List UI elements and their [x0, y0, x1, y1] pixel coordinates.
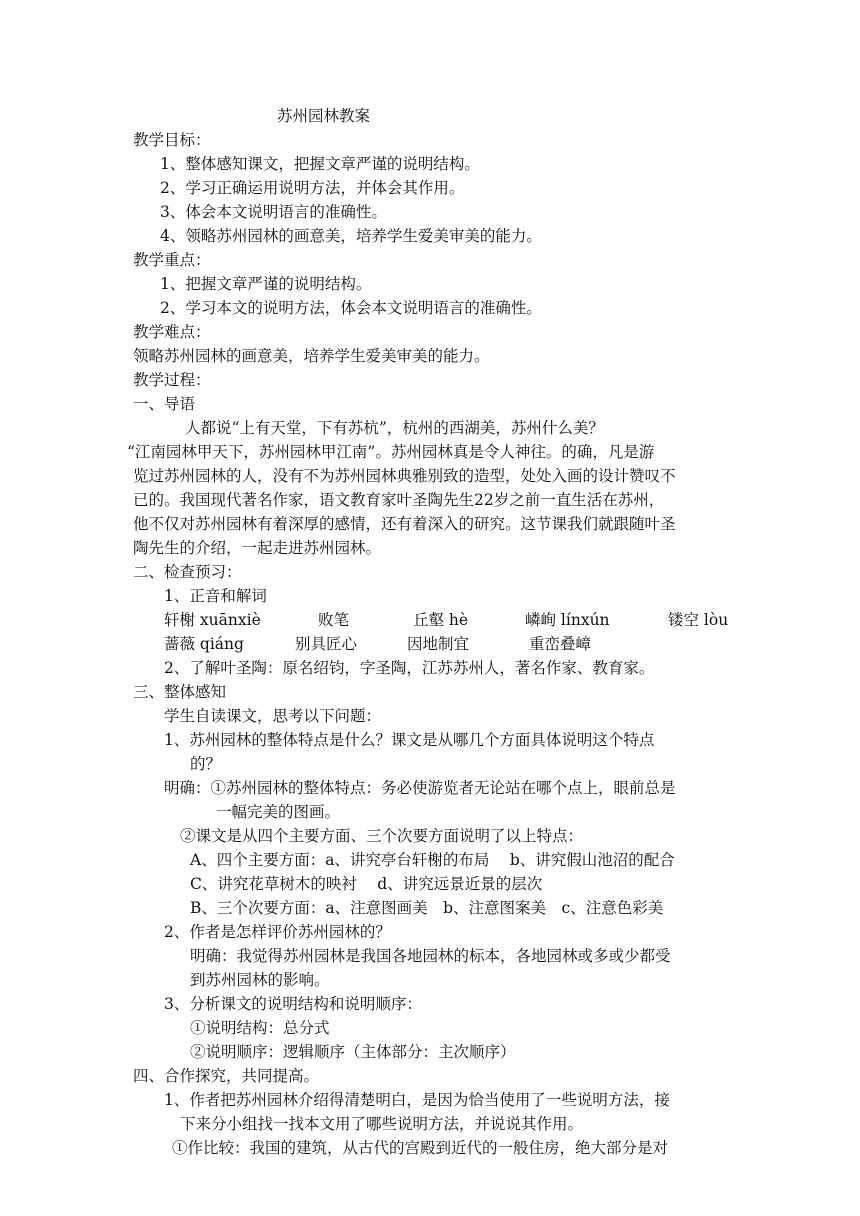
difficulty-text: 领略苏州园林的画意美，培养学生爱美审美的能力。 — [133, 347, 490, 365]
vocab-term: 轩榭 xuānxiè — [164, 611, 261, 629]
answer-text: 明确：①苏州园林的整体特点：务必使游览者无论站在哪个点上，眼前总是 — [164, 779, 676, 797]
answer-text: ②课文是从四个主要方面、三个次要方面说明了以上特点： — [180, 827, 584, 845]
vocab-term: 丘壑 hè — [413, 611, 469, 629]
intro-text: 已的。我国现代著名作家，语文教育家叶圣陶先生22岁之前一直生活在苏州， — [133, 491, 665, 509]
question-text: 3、分析课文的说明结构和说明顺序： — [164, 995, 422, 1013]
preview-sub-heading: 2、了解叶圣陶：原名绍钧，字圣陶，江苏苏州人，著名作家、教育家。 — [164, 659, 655, 677]
vocab-term: 嶙峋 línxún — [525, 611, 610, 629]
intro-text: 人都说“上有天堂，下有苏杭”，杭州的西湖美，苏州什么美？ — [185, 419, 604, 437]
answer-text: 一幅完美的图画。 — [216, 803, 341, 821]
objective-item: 2、学习正确运用说明方法，并体会其作用。 — [160, 179, 465, 197]
intro-text: 陶先生的介绍，一起走进苏州园林。 — [133, 539, 382, 557]
answer-text: ②说明顺序：逻辑顺序（主体部分：主次顺序） — [190, 1043, 516, 1061]
cooperate-text: 下来分小组找一找本文用了哪些说明方法，并说说其作用。 — [180, 1115, 584, 1133]
objectives-heading: 教学目标： — [133, 131, 211, 149]
objective-item: 1、整体感知课文，把握文章严谨的说明结构。 — [160, 155, 480, 173]
answer-text: B、三个次要方面：a、注意图画美 b、注意图案美 c、注意色彩美 — [190, 899, 664, 917]
question-text: 的？ — [190, 755, 222, 773]
question-text: 1、苏州园林的整体特点是什么？课文是从哪几个方面具体说明这个特点 — [164, 731, 655, 749]
objective-item: 4、领略苏州园林的画意美，培养学生爱美审美的能力。 — [160, 227, 542, 245]
vocab-term: 败笔 — [318, 611, 350, 629]
vocab-term: 别具匠心 — [295, 635, 358, 653]
intro-text: 他不仅对苏州园林有着深厚的感情，还有着深入的研究。这节课我们就跟随叶圣 — [133, 515, 676, 533]
overall-lead: 学生自读课文，思考以下问题： — [164, 707, 382, 725]
key-point-item: 2、学习本文的说明方法，体会本文说明语言的准确性。 — [160, 299, 542, 317]
vocab-term: 蔷薇 qiáng — [164, 635, 244, 653]
vocab-term: 重峦叠嶂 — [529, 635, 592, 653]
vocab-term: 因地制宜 — [407, 635, 470, 653]
objective-item: 3、体会本文说明语言的准确性。 — [160, 203, 387, 221]
key-points-heading: 教学重点： — [133, 251, 211, 269]
intro-text: “江南园林甲天下，苏州园林甲江南”。苏州园林真是令人神往。的确，凡是游 — [127, 443, 655, 461]
preview-heading: 二、检查预习： — [133, 563, 242, 581]
answer-text: A、四个主要方面：a、讲究亭台轩榭的布局 b、讲究假山池沼的配合 — [190, 851, 675, 869]
intro-heading: 一、导语 — [133, 395, 196, 413]
cooperate-heading: 四、合作探究，共同提高。 — [133, 1067, 320, 1085]
intro-text: 览过苏州园林的人，没有不为苏州园林典雅别致的造型，处处入画的设计赞叹不 — [133, 467, 676, 485]
answer-text: 到苏州园林的影响。 — [190, 971, 330, 989]
process-heading: 教学过程： — [133, 371, 211, 389]
cooperate-text: ①作比较：我国的建筑，从古代的宫殿到近代的一般住房，绝大部分是对 — [172, 1139, 669, 1157]
question-text: 2、作者是怎样评价苏州园林的？ — [164, 923, 391, 941]
page-title: 苏州园林教案 — [277, 107, 371, 125]
answer-text: ①说明结构：总分式 — [190, 1019, 330, 1037]
key-point-item: 1、把握文章严谨的说明结构。 — [160, 275, 372, 293]
difficulty-heading: 教学难点： — [133, 323, 211, 341]
overall-heading: 三、整体感知 — [133, 683, 227, 701]
preview-sub-heading: 1、正音和解词 — [164, 587, 267, 605]
vocab-term: 镂空 lòu — [668, 611, 729, 629]
answer-text: 明确：我觉得苏州园林是我国各地园林的标本，各地园林或多或少都受 — [190, 947, 671, 965]
cooperate-text: 1、作者把苏州园林介绍得清楚明白，是因为恰当使用了一些说明方法，接 — [164, 1091, 670, 1109]
answer-text: C、讲究花草树木的映衬 d、讲究远景近景的层次 — [190, 875, 543, 893]
